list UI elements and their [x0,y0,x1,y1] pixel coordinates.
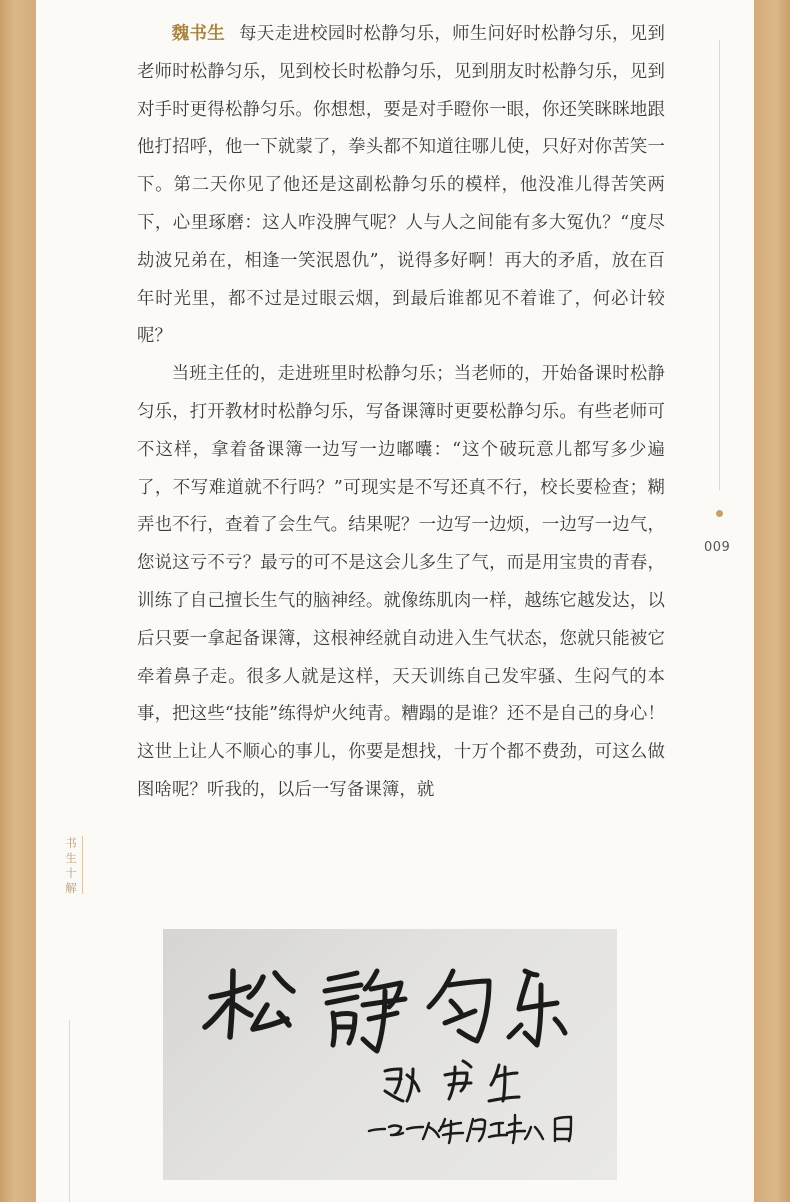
calligraphy-signature [385,1061,519,1101]
author-name: 魏书生 [171,24,226,44]
calligraphy-char-song [205,971,293,1037]
body-text [137,16,665,810]
calligraphy-photo [163,929,617,1180]
running-title-rule [82,836,83,894]
wood-border-right [754,0,790,1202]
running-title-char: 书 [65,836,77,850]
calligraphy-char-jing [325,971,405,1051]
running-title-char: 解 [65,881,77,895]
calligraphy-char-yun [429,971,489,1041]
calligraphy-drawing [163,929,617,1180]
page-number: 009 [704,540,731,555]
running-title-char: 生 [65,851,77,865]
running-title [62,836,80,896]
calligraphy-date [369,1115,571,1143]
running-title-char: 十 [65,866,77,880]
paragraph-2: 当班主任的，走进班里时松静匀乐；当老师的，开始备课时松静匀乐，打开教材时松静匀乐，写备课簿时更要松静匀乐。有些老师可不这样，拿着备课簿一边写一边嘟囔：“这个破玩意儿都写多少遍了，不写难道就不行吗？”可现实是不写还真不行，校长要检查；糊弄也不行，查着了会生气。结果呢？一边写一边烦，一边写一边气，您说这亏不亏？最亏的可不是这会儿多生了气，而是用宝贵的青春，训练了自己擅长生气的脑神经。就像练肌肉一样，越练它越发达，以后只要一拿起备课簿，这根神经就自动进入生气状态，您就只能被它牵着鼻子走。很多人就是这样，天天训练自己发牢骚、生闷气的本事，把这些“技能”练得炉火纯青。糟蹋的是谁？还不是自己的身心！这世上让人不顺心的事儿，你要是想找，十万个都不费劲，可这么做图啥呢？听我的，以后一写备课簿，就 [137,364,665,800]
paragraph-1-text: 每天走进校园时松静匀乐，师生问好时松静匀乐，见到老师时松静匀乐，见到校长时松静匀乐，见到朋友时松静匀乐，见到对手时更得松静匀乐。你想想，要是对手瞪你一眼，你还笑眯眯地跟他打招呼，他一下就蒙了，拳头都不知道往哪儿使，只好对你苦笑一下。第二天你见了他还是这副松静匀乐的模样，他没准儿得苦笑两下，心里琢磨：这人咋没脾气呢？人与人之间能有多大冤仇？“度尽劫波兄弟在，相逢一笑泯恩仇”，说得多好啊！再大的矛盾，放在百年时光里，都不过是过眼云烟，到最后谁都见不着谁了，何必计较呢？ [137,24,665,347]
margin-rule-right [719,40,720,490]
page-marker-dot [716,510,723,517]
book-page [36,0,754,1202]
margin-rule-left [69,1020,70,1202]
paragraph-1 [137,16,665,356]
calligraphy-char-le [509,971,565,1045]
wood-border-left [0,0,36,1202]
